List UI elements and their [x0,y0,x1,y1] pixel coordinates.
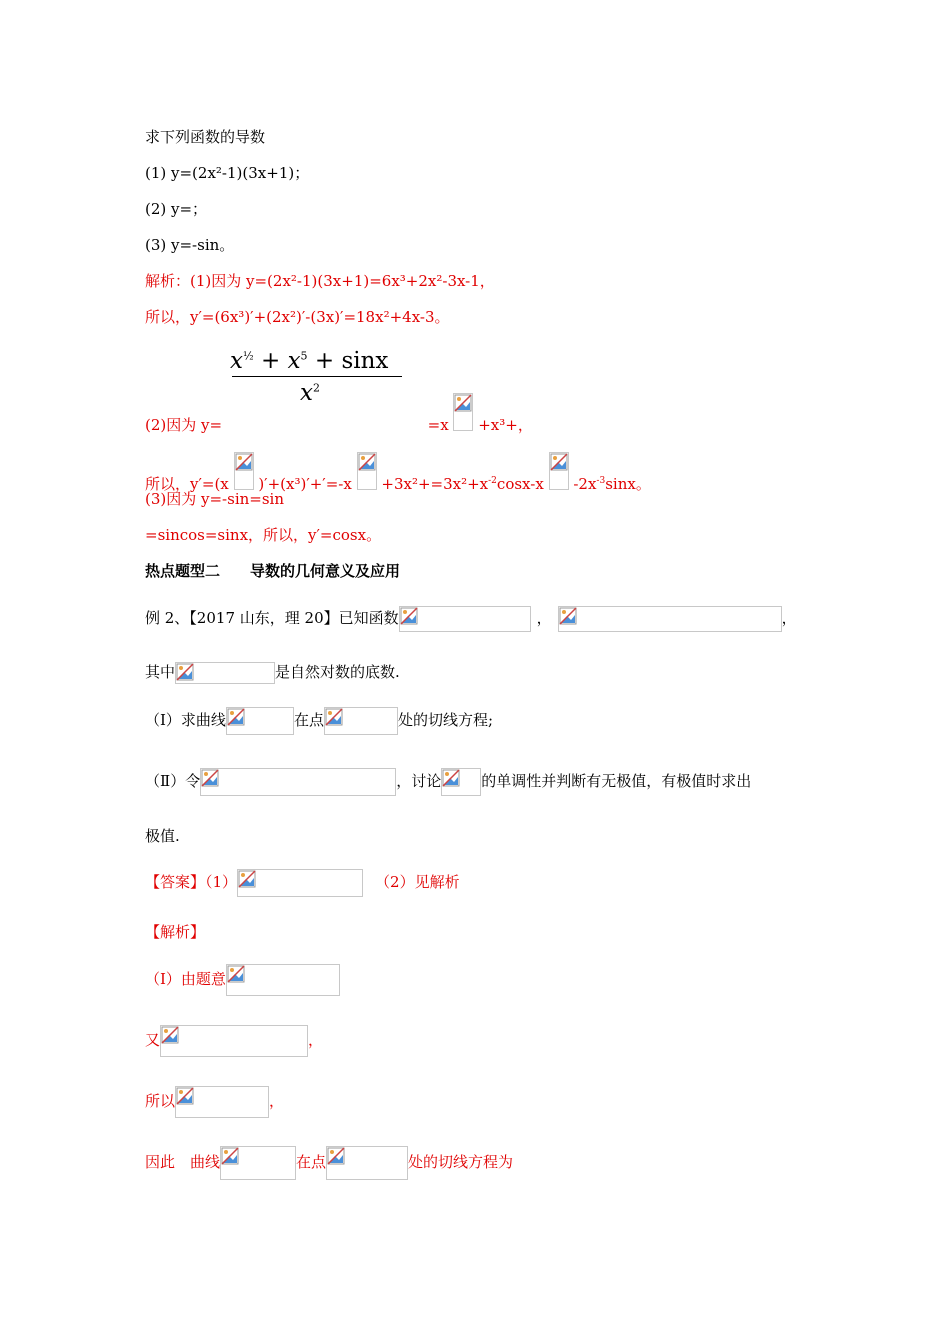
broken-image-icon [227,965,245,983]
broken-image-icon [325,708,343,726]
solution-3-line-2: =sincos=sinx，所以，y′=cosx。 [145,526,382,544]
formula-image [326,1146,408,1180]
section-title: 热点题型二 导数的几何意义及应用 [145,562,401,580]
broken-image-icon [176,1087,194,1105]
broken-image-icon [235,453,253,471]
formula-image [226,964,340,996]
solution-3-line-1: (3)因为 y=-sin=sin [145,490,285,508]
formula-image [441,768,481,796]
formula-image [175,662,275,684]
analysis-label: 【解析】 [145,923,206,941]
formula-image [226,707,294,735]
formula-image [324,707,398,735]
example-2-line: 例 2、【2017 山东，理 20】已知函数 ， ， [145,605,797,632]
broken-image [453,393,473,431]
broken-image-icon [201,769,219,787]
broken-image-icon [227,708,245,726]
formula-image [237,869,363,897]
broken-image-icon [327,1147,345,1165]
broken-image-icon [176,663,194,681]
broken-image-icon [442,769,460,787]
analysis-step-4: 因此 曲线 在点 处的切线方程为 [145,1145,513,1180]
broken-image [549,452,569,490]
solution-2-result: 所以，y′=(x )′+(x³)′+′=-x $+3x^2+=3x^2+x^{-2}\cos x-x$ $-2x^{-3}\sin x$。 [145,452,651,494]
broken-image-icon [559,607,577,625]
fraction-bar [232,376,402,377]
analysis-step-1: （Ⅰ）由题意 [145,963,340,996]
heading: 求下列函数的导数 [145,128,266,146]
part-2-line-2: 极值. [145,827,180,845]
broken-image-icon [161,1026,179,1044]
question-3: (3) y=-sin。 [145,236,235,254]
fraction-numerator: $x^{\frac{1}{2}} + x^5 + \sin x$ [230,348,389,374]
part-2-line: （Ⅱ）令 ，讨论 的单调性并判断有无极值，有极值时求出 [145,767,751,796]
broken-image-icon [454,394,472,412]
question-2: (2) y=； [145,200,208,218]
broken-image-icon [358,453,376,471]
answer-line: 【答案】（1） （2）见解析 [145,868,460,897]
fraction-denominator: $x^2$ [300,380,320,406]
broken-image-icon [238,870,256,888]
example-2-line-2: 其中 是自然对数的底数. [145,661,400,684]
broken-image-icon [400,607,418,625]
solution-2-line: (2)因为 y= =x +x³+， [145,393,533,435]
question-1: (1) y=(2x²-1)(3x+1)； [145,164,310,182]
formula-image [220,1146,296,1180]
solution-intro: 解析：(1)因为 y=(2x²-1)(3x+1)=6x³+2x²-3x-1， [145,272,495,290]
analysis-step-2: 又 ， [145,1024,323,1057]
analysis-step-3: 所以 ， [145,1085,284,1118]
solution-1-result: 所以，y′=(6x³)′+(2x²)′-(3x)′=18x²+4x-3。 [145,308,450,326]
broken-image [357,452,377,490]
formula-image [558,606,782,632]
formula-image [175,1086,269,1118]
formula-image [200,768,396,796]
formula-image [160,1025,308,1057]
broken-image-icon [221,1147,239,1165]
part-1-line: （Ⅰ）求曲线 在点 处的切线方程; [145,706,493,735]
formula-image [399,606,531,632]
broken-image [234,452,254,490]
broken-image-icon [550,453,568,471]
